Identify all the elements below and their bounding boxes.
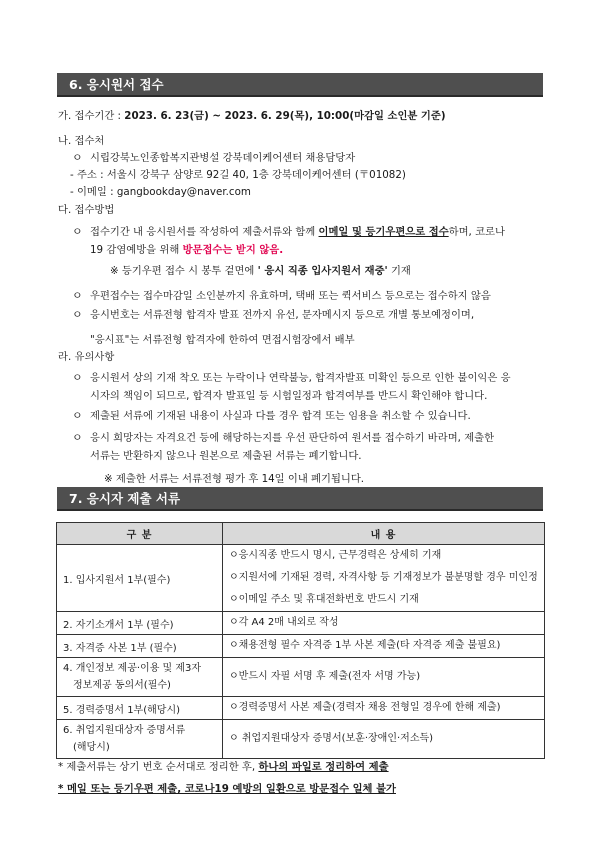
- row-name-line-1: 6. 취업지원대상자 증명서류: [63, 725, 186, 736]
- row-content: [223, 658, 545, 697]
- notes-label: 라. 유의사항: [58, 351, 115, 363]
- row-content-line: ㅇ이메일 주소 및 휴대전화번호 반드시 기재: [229, 594, 419, 605]
- section-7-header: [57, 487, 543, 511]
- section-6-header: [57, 73, 543, 97]
- place-email: - 이메일 : gangbookday@naver.com: [70, 186, 251, 198]
- period-label: 가. 접수기간 :: [58, 110, 125, 122]
- bullet-icon: ㅇ: [72, 289, 83, 302]
- table-row: [57, 545, 545, 612]
- method-note: [110, 264, 411, 278]
- table-row: [57, 720, 545, 759]
- row-content-line: ㅇ반드시 자필 서명 후 제출(전자 서명 가능): [229, 671, 421, 682]
- method-1-emphasis: 이메일 및 등기우편으로 접수: [318, 226, 449, 238]
- section-6-title: 6. 응시원서 접수: [69, 77, 164, 92]
- method-1-line-2: [90, 243, 283, 257]
- note-1-line-2: 시자의 책임이 되므로, 합격자 발표일 등 시험일정과 합격여부를 반드시 확인해야 합니다.: [90, 390, 488, 402]
- note-3-line-1: 응시 희망자는 자격요건 등에 해당하는지를 우선 판단하여 원서를 접수하기 바라며, 제출한: [90, 432, 495, 444]
- row-content-line: ㅇ경력증명서 사본 제출(경력자 채용 전형일 경우에 한해 제출): [229, 702, 501, 713]
- notes-footnote: ※ 제출한 서류는 서류전형 평가 후 14일 이내 폐기됩니다.: [104, 473, 365, 485]
- row-content-line: ㅇ응시직종 반드시 명시, 근무경력은 상세히 기재: [229, 550, 442, 561]
- row-name: 3. 자격증 사본 1부 (필수): [57, 635, 223, 658]
- table-row: [57, 635, 545, 658]
- row-content: [223, 635, 545, 658]
- method-2: 우편접수는 접수마감일 소인분까지 유효하며, 택배 또는 퀵서비스 등으로는 접수하지 않음: [90, 290, 491, 302]
- bullet-icon: ㅇ: [72, 308, 83, 321]
- bullet-icon: ㅇ: [72, 225, 83, 238]
- method-label: 다. 접수방법: [58, 204, 115, 216]
- place-address: - 주소 : 서울시 강북구 삼양로 92길 40, 1층 강북데이케어센터 (〒01082): [70, 169, 406, 181]
- row-content-line: ㅇ지원서에 기재된 경력, 자격사항 등 기재정보가 불분명할 경우 미인정: [229, 572, 538, 583]
- table-row: [57, 697, 545, 720]
- note-2: 제출된 서류에 기재된 내용이 사실과 다를 경우 합격 또는 임용을 취소할 수 있습니다.: [90, 410, 471, 422]
- col-header-content: 내 용: [223, 523, 545, 545]
- footnote-1-pre: * 제출서류는 상기 번호 순서대로 정리한 후,: [58, 761, 259, 773]
- bullet-icon: ㅇ: [72, 151, 83, 164]
- place-label: 나. 접수처: [58, 135, 105, 147]
- method-1-l2-pre: 19 감염예방을 위해: [90, 244, 183, 256]
- row-name: [57, 720, 223, 759]
- method-3-line-1: 응시번호는 서류전형 합격자 발표 전까지 유선, 문자메시지 등으로 개별 통보예정이며,: [90, 309, 475, 321]
- table-row: [57, 612, 545, 635]
- bullet-icon: ㅇ: [72, 431, 83, 444]
- method-1-post: 하며, 코로나: [448, 226, 505, 238]
- documents-table: [56, 522, 545, 759]
- row-name-line-2: 정보제공 동의서(필수): [73, 680, 171, 691]
- row-name-line-2: (해당시): [73, 742, 110, 753]
- row-content: [223, 612, 545, 635]
- note-1-line-1: 응시원서 상의 기재 착오 또는 누락이나 연락불능, 합격자발표 미확인 등으로 인한 불이익은 응: [90, 372, 511, 384]
- method-3-line-2: "응시표"는 서류전형 합격자에 한하여 면접시험장에서 배부: [90, 334, 355, 346]
- table-header-row: [57, 523, 545, 545]
- table-row: [57, 658, 545, 697]
- footnote-1-emphasis: 하나의 파일로 정리하여 제출: [258, 761, 389, 773]
- method-1-line-1: [90, 225, 505, 239]
- footnote-1: [58, 760, 389, 774]
- row-content-line: ㅇ채용전형 필수 자격증 1부 사본 제출(타 자격증 제출 불필요): [229, 640, 501, 651]
- bullet-icon: ㅇ: [72, 409, 83, 422]
- col-header-category: 구 분: [57, 523, 223, 545]
- bullet-icon: ㅇ: [72, 371, 83, 384]
- row-content-line: ㅇ 취업지원대상자 증명서(보훈·장애인·저소득): [229, 733, 434, 744]
- row-name: 2. 자기소개서 1부 (필수): [57, 612, 223, 635]
- method-note-post: 기재: [387, 265, 411, 277]
- row-name: 5. 경력증명서 1부(해당시): [57, 697, 223, 720]
- section-7-title: 7. 응시자 제출 서류: [69, 491, 181, 506]
- method-1-red-text: 방문접수는 받지 않음.: [182, 244, 284, 256]
- method-1-pre: 접수기간 내 응시원서를 작성하여 제출서류와 함께: [90, 226, 319, 238]
- period-value: 2023. 6. 23(금) ~ 2023. 6. 29(목), 10:00(마감일 소인분 기준): [124, 110, 446, 122]
- row-content: [223, 545, 545, 612]
- footnote-2: * 메일 또는 등기우편 제출, 코로나19 예방의 일환으로 방문접수 일체 불가: [58, 783, 396, 795]
- note-3-line-2: 서류는 반환하지 않으나 원본으로 제출된 서류는 폐기합니다.: [90, 450, 362, 462]
- method-note-emphasis: ' 응시 직종 입사지원서 재중': [257, 265, 388, 277]
- row-name-line-1: 4. 개인정보 제공·이용 및 제3자: [63, 663, 202, 674]
- row-content-line: ㅇ각 A4 2매 내외로 작성: [229, 617, 339, 628]
- row-content: [223, 720, 545, 759]
- place-org: 시립강북노인종합복지관병설 강북데이케어센터 채용담당자: [90, 152, 356, 164]
- method-note-pre: ※ 등기우편 접수 시 봉투 겉면에: [110, 265, 258, 277]
- row-name: 1. 입사지원서 1부(필수): [57, 545, 223, 612]
- row-name: [57, 658, 223, 697]
- row-content: [223, 697, 545, 720]
- period-line: [58, 109, 446, 123]
